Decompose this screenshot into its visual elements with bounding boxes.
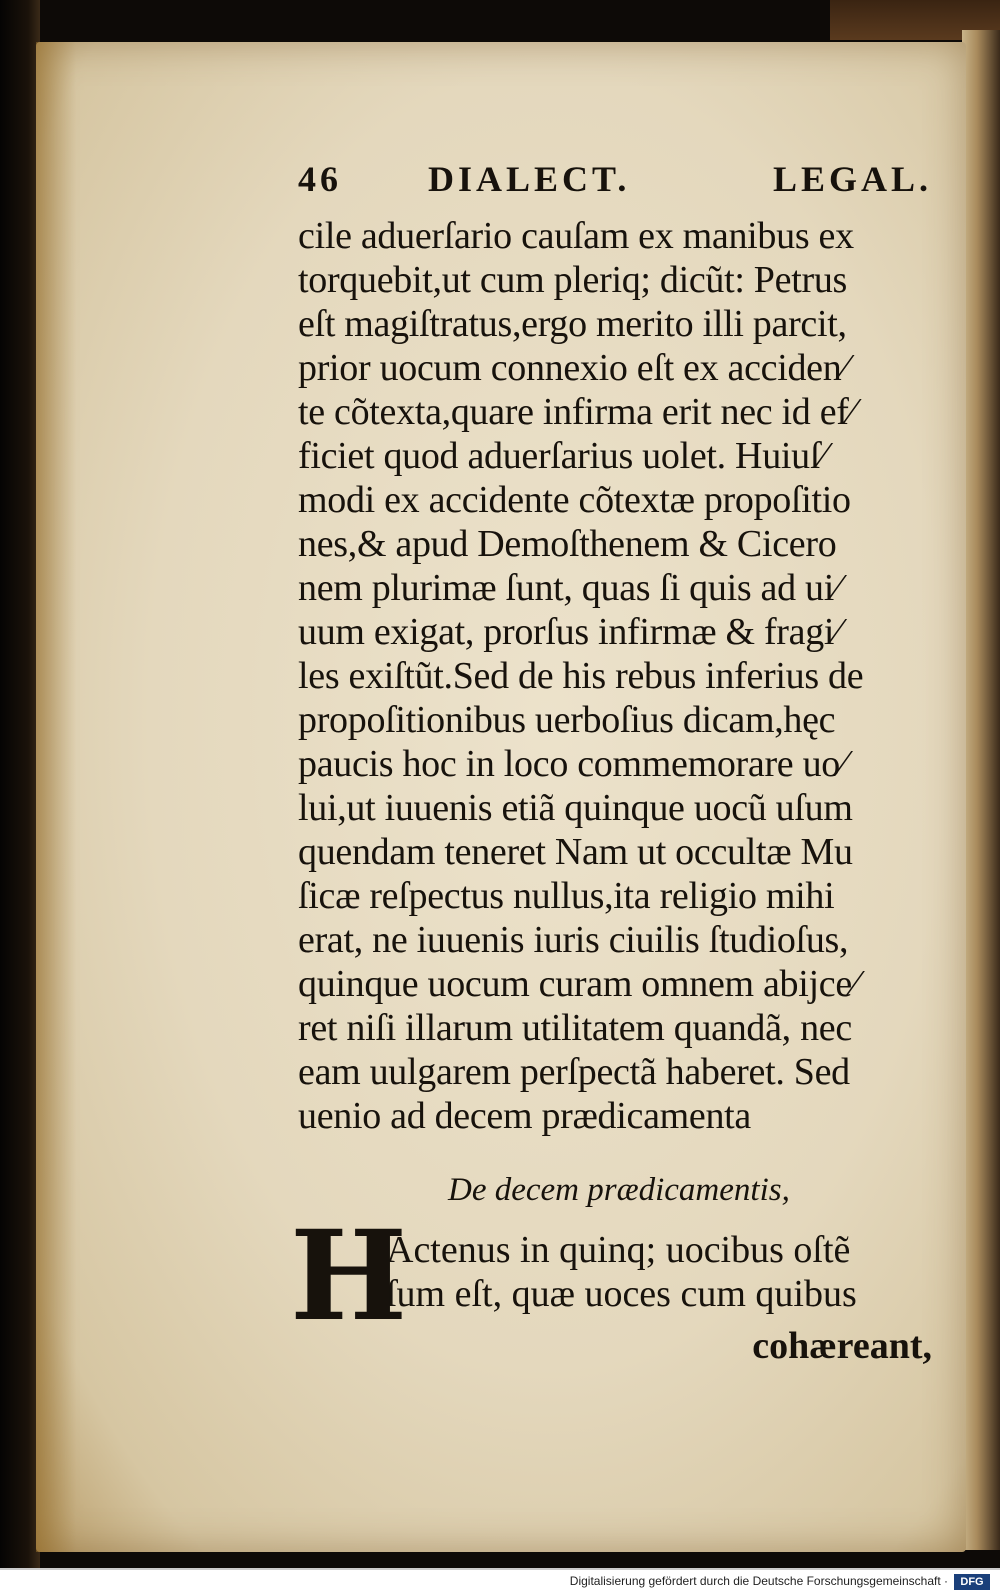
text-line: Actenus in quinq; uocibus oſtẽ [386,1229,851,1271]
text-line: modi ex accidente cõtextæ propoſitio [298,479,851,521]
text-line: uum exigat, prorſus infirmæ & fragi⁄ [298,611,841,653]
text-line: les exiſtũt.Sed de his rebus inferius de [298,655,864,697]
section-text [386,1228,946,1316]
text-line: cile aduerſario cauſam ex manibus ex [298,215,854,257]
text-line: torquebit,ut cum pleriq; dicũt: Petrus [298,259,848,301]
section-opening [290,1204,940,1398]
text-line: nem plurimæ ſunt, quas ſi quis ad ui⁄ [298,567,840,609]
running-title [428,158,940,200]
digitization-footer [0,1568,1000,1596]
text-line: eſt magiſtratus,ergo merito illi parcit, [298,303,847,345]
text-line: ficiet quod aduerſarius uolet. Huiuſ⁄ [298,435,827,477]
text-line: ſicæ reſpectus nullus,ita religio mihi [298,875,835,917]
catchword: cohæreant, [752,1325,932,1367]
running-head [298,158,940,214]
text-line: ret niſi illarum utilitatem quandã, nec [298,1007,852,1049]
text-line: quendam teneret Nam ut occultæ Mu [298,831,853,873]
text-line: nes,& apud Demoſthenem & Cicero [298,523,837,565]
text-line: lui,ut iuuenis etiã quinque uocũ uſum [298,787,853,829]
drop-cap-initial: H [290,1204,408,1349]
dfg-logo: DFG [954,1574,990,1590]
book-spine-shadow [0,0,40,1568]
page-number: 46 [298,159,342,199]
text-line: propoſitionibus uerboſius dicam,hęc [298,699,836,741]
running-title-left: DIALECT. [428,159,631,199]
text-line: quinque uocum curam omnem abijce⁄ [298,963,858,1005]
text-line: paucis hoc in loco commemorare uo⁄ [298,743,847,785]
page-fore-edge [962,30,1000,1550]
text-block [290,158,940,1398]
page-gutter [36,42,76,1552]
funding-credit: Digitalisierung gefördert durch die Deutsche Forschungsgemeinschaft · [569,1574,948,1588]
running-title-right: LEGAL. [772,159,932,199]
text-line: erat, ne iuuenis iuris ciuilis ſtudioſus, [298,919,849,961]
text-line: eam uulgarem perſpectã haberet. Sed [298,1051,850,1093]
text-line: te cõtexta,quare infirma erit nec id ef⁄ [298,391,855,433]
section-heading: De decem prædicamentis, [448,1172,790,1208]
text-line: prior uocum connexio eſt ex acciden⁄ [298,347,848,389]
text-line: ſum eſt, quæ uoces cum quibus [386,1273,857,1315]
body-text [298,214,940,1138]
text-line: uenio ad decem prædicamenta [298,1095,751,1137]
